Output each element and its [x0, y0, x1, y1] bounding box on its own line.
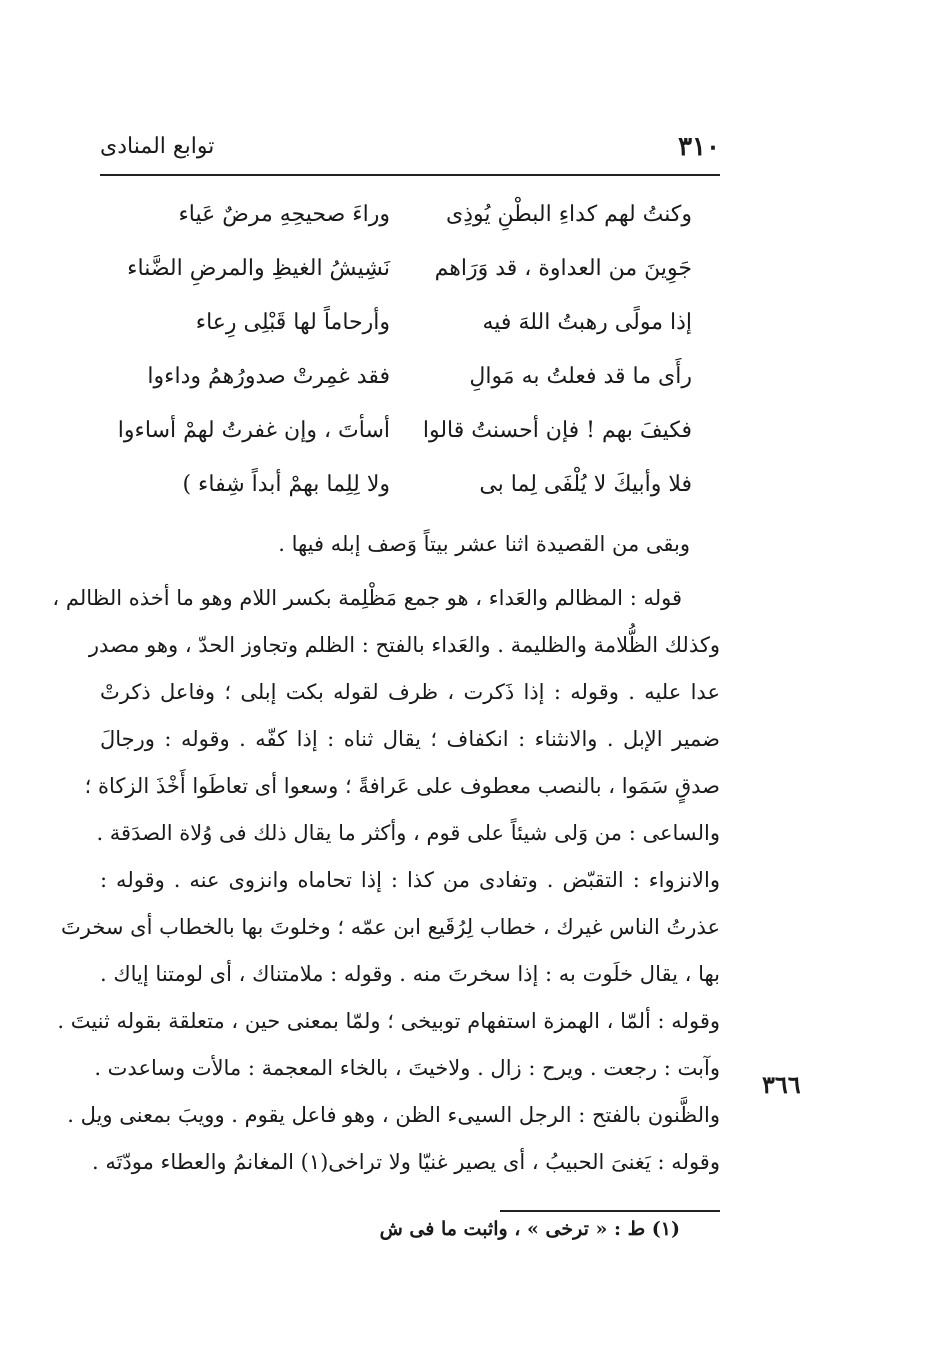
verse-first-hemistich: جَوِينَ من العداوة ، قد وَرَاهم — [434, 256, 692, 281]
commentary-line: والانزواء : التقبّض . وتفادى من كذا : إذا تحاماه وانزوى عنه . وقوله : — [100, 868, 720, 892]
commentary-line: عذرتُ الناس غيرك ، خطاب لِرُقَيع ابن عمّه ؛ وخلوتَ بها بالخطاب أى سخرتَ — [60, 915, 720, 939]
page-number: ٣١٠ — [678, 132, 720, 162]
poem-remainder-note: وبقى من القصيدة اثنا عشر بيتاً وَصف إبله فيها . — [278, 532, 690, 556]
margin-page-reference: ٣٦٦ — [762, 1070, 801, 1099]
running-title: توابع المنادى — [100, 134, 215, 159]
commentary-line: والساعى : من وَلى شيئاً على قوم ، وأكثر ما يقال ذلك فى وُلاة الصدَقة . — [96, 821, 720, 845]
verse-first-hemistich: وكنتُ لهم كداءِ البطْنِ يُوذِى — [445, 202, 692, 227]
verse — [100, 468, 720, 522]
verse-first-hemistich: فكيفَ بهم ! فإن أحسنتُ قالوا — [422, 418, 692, 443]
verse — [100, 306, 720, 360]
commentary-line: قوله : المظالم والعَداء ، هو جمع مَظْلِمة بكسر اللام وهو ما أخذه الظالم ، — [52, 586, 682, 610]
footnote-rule — [500, 1210, 720, 1212]
header-rule — [100, 174, 720, 176]
running-header — [100, 132, 720, 172]
commentary-line: بها ، يقال خلَوت به : إذا سخرتَ منه . وقوله : ملامتناك ، أى لومتنا إياك . — [100, 962, 720, 986]
commentary-line: وكذلك الظُّلامة والظليمة . والعَداء بالفتح : الظلم وتجاوز الحدّ ، وهو مصدر — [88, 633, 720, 657]
verse-first-hemistich: فلا وأبيكَ لا يُلْفَى لِما بى — [479, 472, 692, 497]
verse-second-hemistich: نَشِيشُ الغيظِ والمرضِ الضَّناء — [127, 256, 390, 281]
verse-first-hemistich: رأَى ما قد فعلتُ به مَوالِ — [469, 364, 692, 389]
commentary-line: عدا عليه . وقوله : إذا ذَكرت ، ظرف لقوله بكت إبلى ؛ وفاعل ذكرتْ — [100, 680, 720, 704]
verse-first-hemistich: إذا مولًى رهبتُ اللهَ فيه — [482, 310, 692, 335]
verse-second-hemistich: ولا لِلِما بهمْ أبداً شِفاء ) — [182, 472, 390, 497]
poem-block — [100, 198, 720, 522]
commentary-text — [52, 586, 720, 1197]
verse — [100, 198, 720, 252]
commentary-line: ضمير الإبل . والانثناء : انكفاف ؛ يقال ثناه : إذا كفّه . وقوله : ورجالَ — [100, 727, 720, 751]
verse-second-hemistich: وأرحاماً لها قَبْلِى رِعاء — [195, 310, 390, 335]
verse — [100, 252, 720, 306]
commentary-line: وقوله : ألمّا ، الهمزة استفهام توبيخى ؛ ولمّا بمعنى حين ، متعلقة بقوله ثنيتَ . — [57, 1009, 720, 1033]
commentary-line: وآبت : رجعت . ويرح : زال . ولاخيتَ ، بالخاء المعجمة : مالأت وساعدت . — [94, 1056, 720, 1080]
commentary-line: صدقٍ سَمَوا ، بالنصب معطوف على عَرافةً ؛ وسعوا أى تعاطَوا أَخْذَ الزكاة ؛ — [84, 774, 720, 798]
verse-second-hemistich: أسأتَ ، وإن غفرتُ لهمْ أساءوا — [117, 418, 390, 443]
verse — [100, 414, 720, 468]
verse-second-hemistich: وراءَ صحيحِهِ مرضٌ عَياء — [178, 202, 390, 227]
commentary-line: والظَّنون بالفتح : الرجل السيىء الظن ، وهو فاعل يقوم . وويبَ بمعنى ويل . — [67, 1103, 720, 1127]
verse — [100, 360, 720, 414]
verse-second-hemistich: فقد غمِرتْ صدورُهمُ وداءوا — [147, 364, 390, 389]
commentary-line: وقوله : يَغنىَ الحبيبُ ، أى يصير غنيّا ولا تراخى(١) المغانمُ والعطاء مودّتَه . — [91, 1150, 720, 1174]
footnote: (١) ط : « ترخى » ، واثبت ما فى ش — [379, 1218, 680, 1240]
